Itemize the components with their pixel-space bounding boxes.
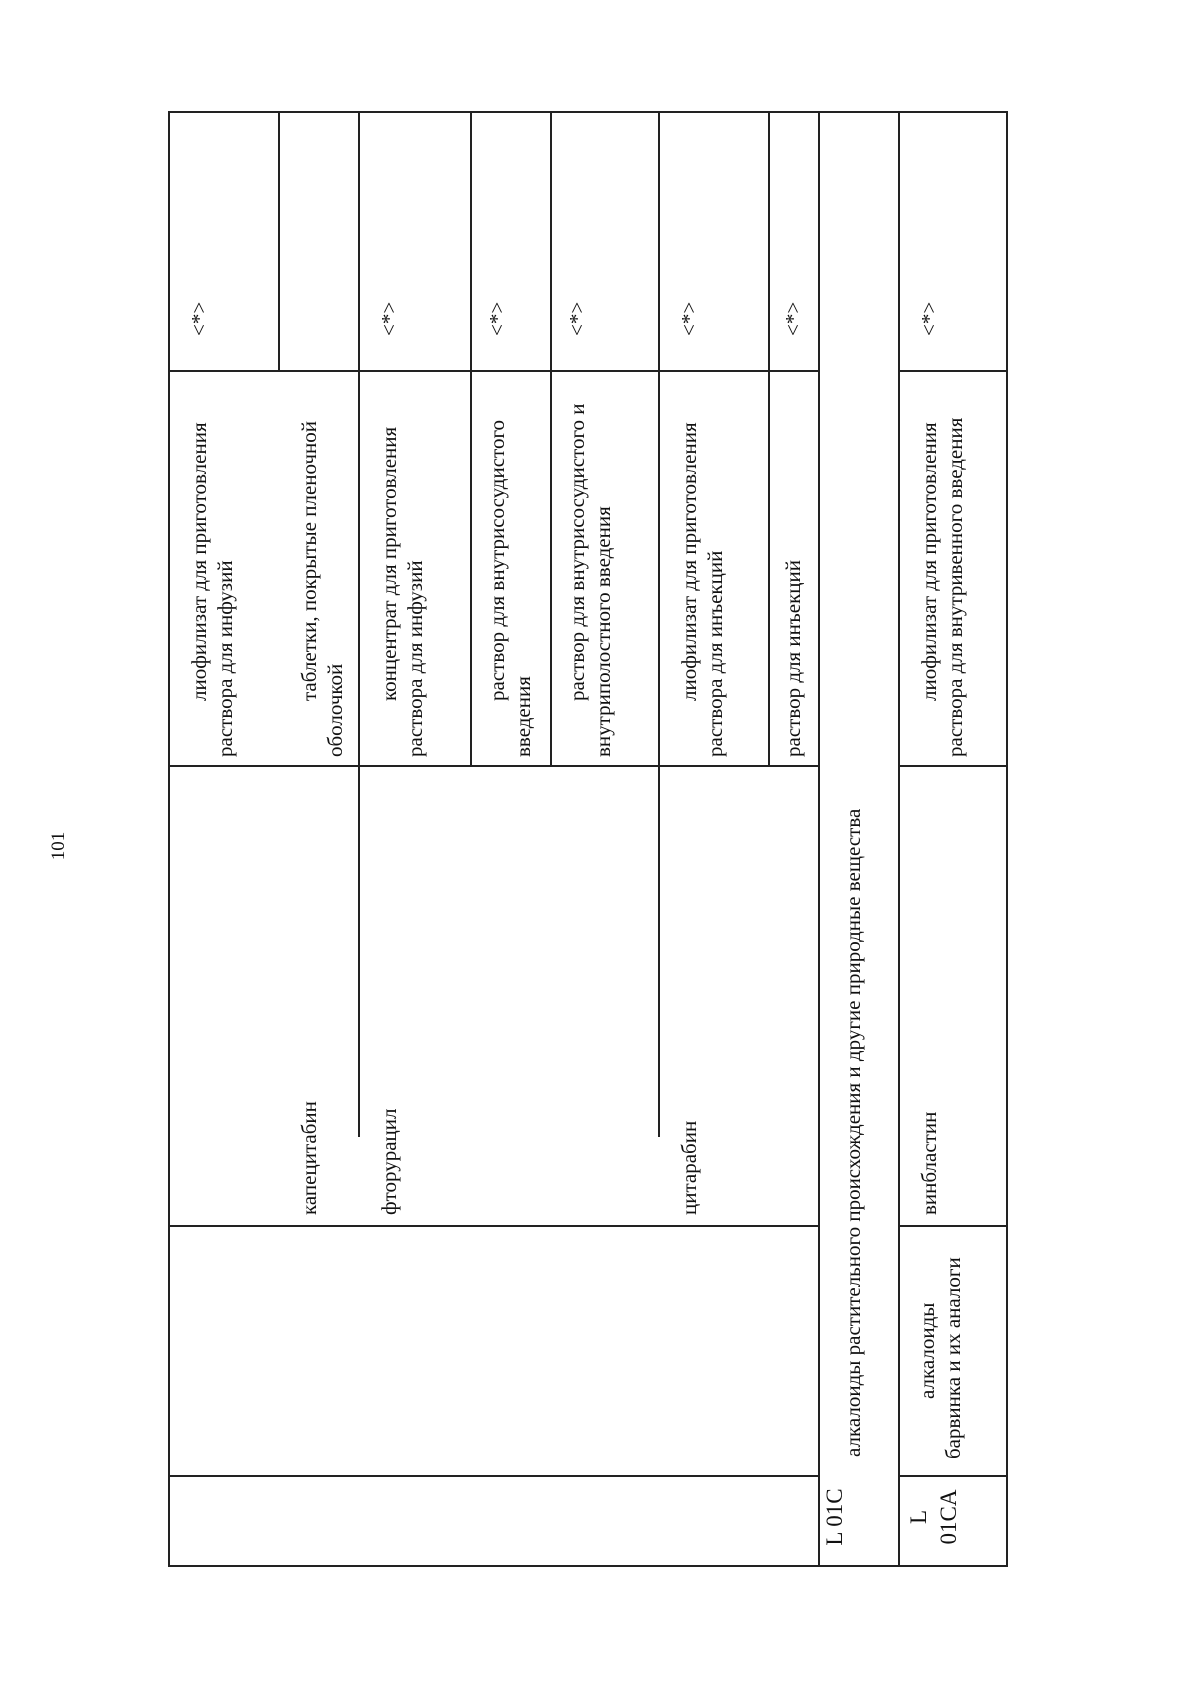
table-rule [278,111,280,372]
table-rule [168,111,170,1567]
drug-name-cell: фторурацил [377,1108,401,1215]
note-mark-cell: <*> [377,301,401,336]
table-rule [818,111,820,1567]
note-mark-cell: <*> [485,301,509,336]
note-mark-cell: <*> [565,301,589,336]
drug-name-cell: цитарабин [677,1120,701,1215]
drug-name-cell: капецитабин [297,1101,321,1215]
rotated-table [168,111,1083,1567]
table-rule [898,1225,1006,1227]
group-heading-cell: алкалоиды растительного происхождения и другие природные вещества [841,808,865,1457]
atc-code-cell: L 01C [822,1488,847,1546]
table-rule [898,111,900,1567]
dosage-form-cell: раствор для инъекций [781,560,805,757]
dosage-form-cell: лиофилизат для приготовления раствора для инфузий [187,422,237,757]
table-rule [898,1475,1006,1477]
table-rule [658,111,660,1137]
table-rule [168,1565,1006,1567]
dosage-form-cell: концентрат для приготовления раствора для инфузий [377,426,427,757]
drug-name-cell: винбластин [917,1111,941,1215]
dosage-form-cell: таблетки, покрытые пленочной оболочкой [297,420,347,757]
table-rule [550,111,552,767]
note-mark-cell: <*> [187,301,211,336]
note-mark-cell: <*> [677,301,701,336]
table-rule [768,111,770,767]
dosage-form-cell: лиофилизат для приготовления раствора для внутривенного введения [917,417,967,757]
group-name-cell: алкалоиды барвинка и их аналоги [915,1257,965,1459]
page-number: 101 [48,831,69,861]
table-rule [358,111,360,1137]
dosage-form-cell: раствор для внутрисосудистого введения [485,419,535,757]
table-rule [168,1475,818,1477]
table-rule [470,111,472,767]
note-mark-cell: <*> [917,301,941,336]
note-mark-cell: <*> [781,301,805,336]
table-rule [1006,111,1008,1567]
dosage-form-cell: лиофилизат для приготовления раствора для инъекций [677,422,727,757]
atc-code-cell: L 01CA [906,1489,961,1545]
dosage-form-cell: раствор для внутрисосудистого и внутриполостного введения [565,403,615,757]
table-rule [168,1225,818,1227]
table-rule [168,111,1006,113]
